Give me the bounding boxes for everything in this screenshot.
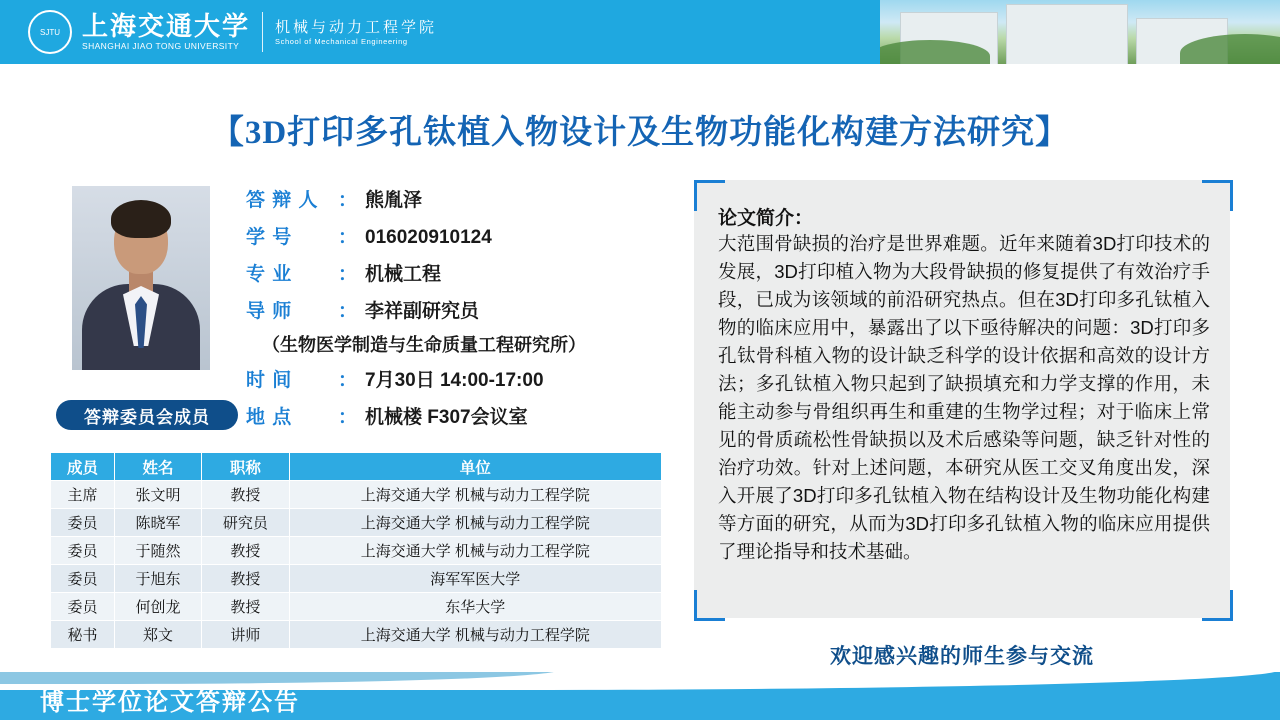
info-row-major — [246, 259, 676, 286]
cell-role: 委员 — [51, 509, 115, 537]
value-advisor: 李祥副研究员 — [365, 301, 480, 322]
abstract-title: 论文简介： — [718, 208, 814, 229]
th-affiliation: 单位 — [289, 453, 661, 481]
label-student-id: 学 号 — [246, 227, 293, 248]
welcome-note: 欢迎感兴趣的师生参与交流 — [830, 645, 1094, 668]
school-name-en: School of Mechanical Engineering — [275, 36, 408, 46]
label-candidate: 答 辩 人 — [246, 190, 319, 211]
abstract-body: 大范围骨缺损的治疗是世界难题。近年来随着3D打印技术的发展，3D打印植入物为大段骨缺损的修复提供了有效治疗手段，已成为该领域的前沿研究热点。但在3D打印多孔钛植入物的临床应用中，暴露出了以下亟待解决的问题：3D打印多孔钛骨科植入物的设计缺乏科学的设计依据和高效的设计方法；多孔钛植入物只起到了缺损填充和力学支撑的作用，未能主动参与骨组织再生和重建的生物学过程；对于临床上常见的骨质疏松性骨缺损以及术后感染等问题，缺乏针对性的治疗功效。针对上述问题，本研究从医工交叉角度出发，深入开展了3D打印多孔钛植入物在结构设计及生物功能化构建等方面的研究，从而为3D打印多孔钛植入物的临床应用提供了理论指导和技术基础。 — [718, 233, 1210, 562]
table-row — [51, 565, 662, 593]
footer-title: 博士学位论文答辩公告 — [40, 690, 300, 716]
th-role: 成员 — [51, 453, 115, 481]
corner-bracket-bottom-left — [694, 590, 725, 621]
cell-name: 郑文 — [114, 621, 201, 649]
table-row — [51, 537, 662, 565]
info-row-advisor — [246, 296, 676, 323]
cell-title: 教授 — [202, 593, 289, 621]
table-row — [51, 593, 662, 621]
cell-affiliation: 海军军医大学 — [289, 565, 661, 593]
advisor-institute: （生物医学制造与生命质量工程研究所） — [262, 335, 586, 355]
university-name-en: SHANGHAI JIAO TONG UNIVERSITY — [82, 40, 240, 51]
value-candidate: 熊胤泽 — [365, 190, 423, 211]
table-row — [51, 509, 662, 537]
cell-affiliation: 东华大学 — [289, 593, 661, 621]
cell-title: 教授 — [202, 537, 289, 565]
page-title: 【3D打印多孔钛植入物设计及生物功能化构建方法研究】 — [210, 115, 1070, 151]
school-name-cn: 机械与动力工程学院 — [275, 18, 438, 36]
label-time: 时 间 — [246, 370, 293, 391]
table-header-row — [51, 453, 662, 481]
cell-title: 教授 — [202, 481, 289, 509]
cell-title: 研究员 — [202, 509, 289, 537]
value-time: 7月30日 14:00-17:00 — [365, 370, 544, 391]
label-place: 地 点 — [246, 407, 293, 428]
page-header — [0, 0, 1280, 64]
committee-badge: 答辩委员会成员 — [56, 400, 238, 430]
colon: ： — [338, 227, 358, 248]
university-seal-icon — [28, 10, 72, 54]
cell-role: 委员 — [51, 593, 115, 621]
cell-name: 于随然 — [114, 537, 201, 565]
colon: ： — [338, 190, 358, 211]
table-row — [51, 481, 662, 509]
table-row — [51, 621, 662, 649]
info-row-time — [246, 365, 676, 392]
info-row-place — [246, 402, 676, 429]
university-logo — [28, 9, 437, 55]
colon: ： — [338, 264, 358, 285]
label-major: 专 业 — [246, 264, 293, 285]
cell-name: 陈晓军 — [114, 509, 201, 537]
seal-text: SJTU — [40, 27, 60, 37]
logo-divider — [262, 12, 263, 52]
corner-bracket-top-right — [1202, 180, 1233, 211]
cell-affiliation: 上海交通大学 机械与动力工程学院 — [289, 537, 661, 565]
cell-title: 讲师 — [202, 621, 289, 649]
university-name-cn: 上海交通大学 — [82, 11, 251, 41]
info-row-student-id — [246, 222, 676, 249]
cell-affiliation: 上海交通大学 机械与动力工程学院 — [289, 621, 661, 649]
value-major: 机械工程 — [365, 264, 442, 285]
cell-name: 张文明 — [114, 481, 201, 509]
cell-role: 秘书 — [51, 621, 115, 649]
corner-bracket-bottom-right — [1202, 590, 1233, 621]
colon: ： — [338, 370, 358, 391]
th-title: 职称 — [202, 453, 289, 481]
cell-affiliation: 上海交通大学 机械与动力工程学院 — [289, 481, 661, 509]
cell-name: 于旭东 — [114, 565, 201, 593]
defense-info — [246, 185, 676, 439]
th-name: 姓名 — [114, 453, 201, 481]
cell-title: 教授 — [202, 565, 289, 593]
value-student-id: 016020910124 — [365, 227, 492, 248]
value-place: 机械楼 F307会议室 — [365, 407, 528, 428]
cell-role: 委员 — [51, 537, 115, 565]
info-row-candidate — [246, 185, 676, 212]
cell-affiliation: 上海交通大学 机械与动力工程学院 — [289, 509, 661, 537]
campus-photo — [880, 0, 1280, 64]
colon: ： — [338, 301, 358, 322]
cell-name: 何创龙 — [114, 593, 201, 621]
committee-table — [50, 452, 662, 649]
label-advisor: 导 师 — [246, 301, 293, 322]
cell-role: 主席 — [51, 481, 115, 509]
page-footer — [0, 672, 1280, 720]
colon: ： — [338, 407, 358, 428]
candidate-photo — [72, 186, 210, 370]
cell-role: 委员 — [51, 565, 115, 593]
